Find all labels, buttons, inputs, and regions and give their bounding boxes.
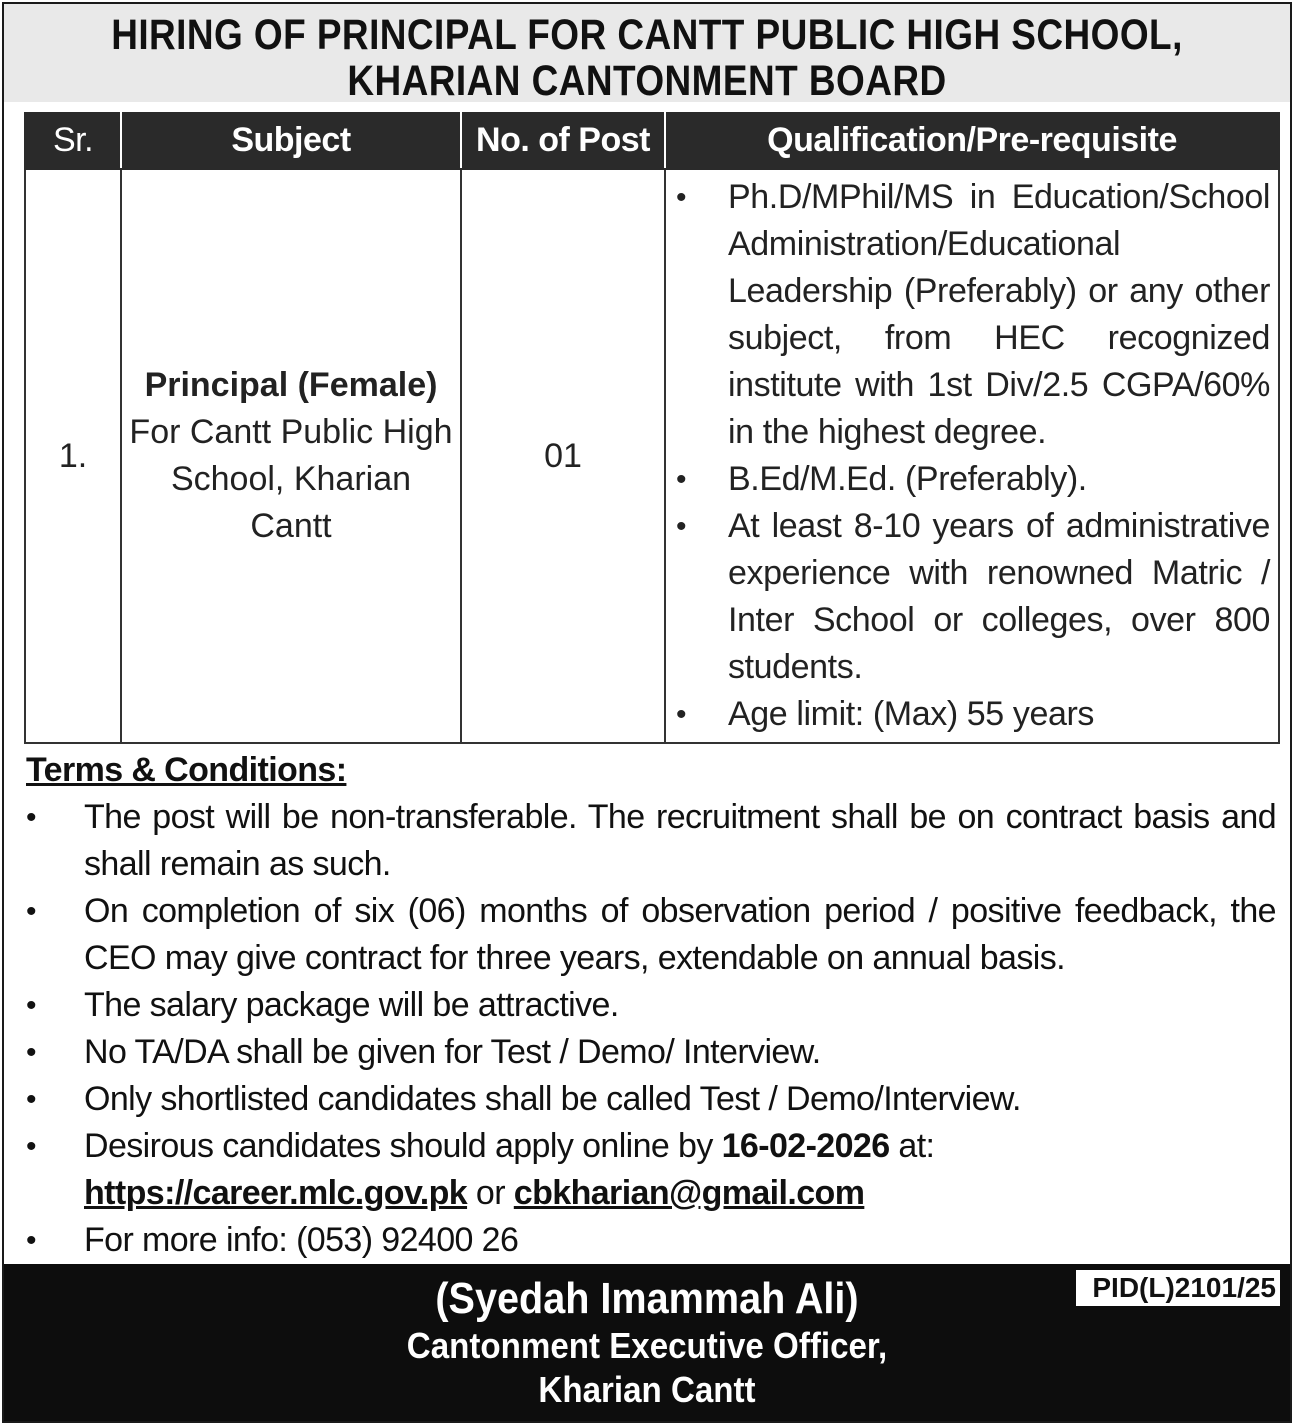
- officer-location: Kharian Cantt: [538, 1369, 756, 1410]
- table-row: [25, 169, 1279, 743]
- terms-item: • The post will be non-transferable. The recruitment shall be on contract basis and shall remain as such.: [26, 794, 1276, 888]
- signature-block: [4, 1274, 1290, 1412]
- pid-number: PID(L)2101/25: [1076, 1270, 1280, 1306]
- terms-item: • The salary package will be attractive.: [26, 982, 1276, 1029]
- terms-heading: Terms & Conditions:: [26, 751, 347, 789]
- terms-item-apply: [26, 1123, 1276, 1217]
- advertisement-page: [2, 2, 1292, 1423]
- subject-title: Principal (Female): [144, 366, 438, 404]
- terms-item: • Only shortlisted candidates shall be called Test / Demo/Interview.: [26, 1076, 1276, 1123]
- officer-name: (Syedah Imammah Ali): [435, 1274, 859, 1323]
- posts-cell: 01: [461, 169, 665, 743]
- column-header-posts: No. of Post: [461, 112, 665, 169]
- table-header-row: [25, 112, 1279, 169]
- column-header-subject: Subject: [121, 112, 461, 169]
- posts-table: [24, 112, 1280, 744]
- website-link[interactable]: https://career.mlc.gov.pk: [84, 1174, 468, 1212]
- terms-section: [26, 746, 1276, 1264]
- officer-designation: Cantonment Executive Officer,: [406, 1325, 888, 1366]
- terms-item: • On completion of six (06) months of observation period / positive feedback, the CEO may give contract for three years, extendable on annual basis.: [26, 888, 1276, 982]
- column-header-sr: Sr.: [25, 112, 121, 169]
- terms-list: [26, 794, 1276, 1264]
- title-band: [4, 4, 1290, 105]
- subject-cell: [121, 169, 461, 743]
- page-title-line-1: HIRING OF PRINCIPAL FOR CANTT PUBLIC HIGH SCHOOL,: [111, 11, 1183, 59]
- sr-cell: 1.: [25, 169, 121, 743]
- qualification-item: • Age limit: (Max) 55 years: [676, 691, 1270, 738]
- terms-item-info: • For more info: (053) 92400 26: [26, 1217, 1276, 1264]
- terms-item: • No TA/DA shall be given for Test / Demo/ Interview.: [26, 1029, 1276, 1076]
- subject-detail: For Cantt Public High School, Kharian Cantt: [129, 413, 453, 545]
- or-text: or: [467, 1174, 514, 1212]
- qualification-item: • Ph.D/MPhil/MS in Education/School Administration/Educational Leadership (Preferably) or any other subject, from HEC recognized institute with 1st Div/2.5 CGPA/60% in the highest degree.: [676, 174, 1270, 456]
- column-header-qualification: Qualification/Pre-requisite: [665, 112, 1279, 169]
- email-link[interactable]: cbkharian@gmail.com: [513, 1174, 865, 1212]
- apply-at-text: at:: [889, 1127, 935, 1165]
- signature-footer: [4, 1264, 1290, 1421]
- qualification-list: [676, 174, 1270, 738]
- apply-text: Desirous candidates should apply online by: [84, 1127, 722, 1165]
- apply-deadline: 16-02-2026: [721, 1127, 890, 1165]
- qualification-cell: [665, 169, 1279, 743]
- qualification-item: • At least 8-10 years of administrative experience with renowned Matric / Inter School or colleges, over 800 students.: [676, 503, 1270, 691]
- qualification-item: • B.Ed/M.Ed. (Preferably).: [676, 456, 1270, 503]
- page-title-line-2: KHARIAN CANTONMENT BOARD: [347, 57, 947, 105]
